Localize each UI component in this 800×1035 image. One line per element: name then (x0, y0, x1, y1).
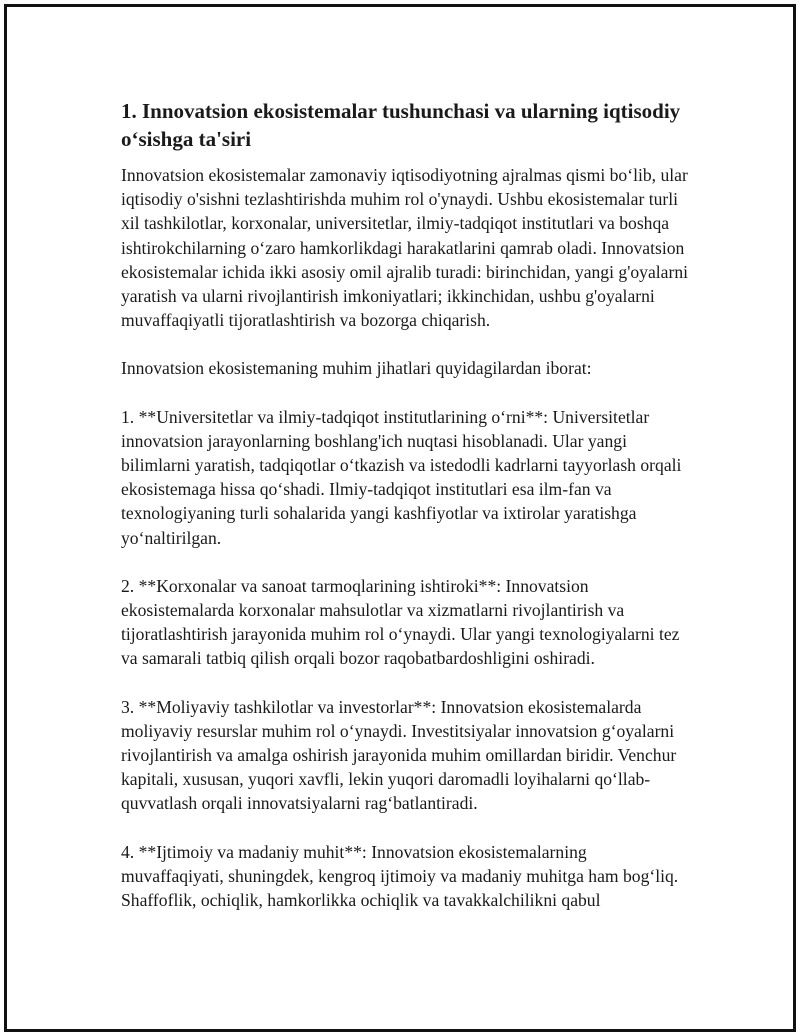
document-body (121, 97, 691, 936)
list-item-enterprises: 2. **Korxonalar va sanoat tarmoqlarining ishtiroki**: Innovatsion ekosistemalarda korxonalar mahsulotlar va xizmatlarni rivojlantirish va tijoratlashtirish jarayonida muhim rol o‘ynaydi. Ular yangi texnologiyalarni tez va samarali tatbiq qilish orqali bozor raqobatbardoshligini oshiradi. (121, 575, 680, 669)
list-intro-paragraph: Innovatsion ekosistemaning muhim jihatlari quyidagilardan iborat: (121, 358, 592, 379)
intro-paragraph: Innovatsion ekosistemalar zamonaviy iqtisodiyotning ajralmas qismi bo‘lib, ular iqtisodiy o'sishni tezlashtirishda muhim rol o'ynaydi. Ushbu ekosistemalar turli xil tashkilotlar, korxonalar, universitetlar, ilmiy-tadqiqot institutlari va boshqa ishtirokchilarning o‘zaro hamkorlikdagi harakatlarini qamrab oladi. Innovatsion ekosistemalar ichida ikki asosiy omil ajralib turadi: birinchidan, yangi g'oyalarni yaratish va ularni rivojlantirish imkoniyatlari; ikkinchidan, ushbu g'oyalarni muvaffaqiyatli tijoratlashtirish va bozorga chiqarish. (121, 165, 689, 331)
list-item-universities: 1. **Universitetlar va ilmiy-tadqiqot institutlarining o‘rni**: Universitetlar innovatsion jarayonlarning boshlang'ich nuqtasi hisoblanadi. Ular yangi bilimlarni yaratish, tadqiqotlar o‘tkazish va istedodli kadrlarni tayyorlash orqali ekosistemaga hissa qo‘shadi. Ilmiy-tadqiqot institutlari esa ilm-fan va texnologiyaning turli sohalarida yangi kashfiyotlar va ixtirolar yaratishga yo‘naltirilgan. (121, 406, 682, 548)
list-item-social: 4. **Ijtimoiy va madaniy muhit**: Innovatsion ekosistemalarning muvaffaqiyati, shuningdek, kengroq ijtimoiy va madaniy muhitga ham bog‘liq. Shaffoflik, ochiqlik, hamkorlikka ochiqlik va tavakkalchilikni qabul (121, 841, 679, 911)
list-item-financial: 3. **Moliyaviy tashkilotlar va investorlar**: Innovatsion ekosistemalarda moliyaviy resurslar muhim rol o‘ynaydi. Investitsiyalar innovatsion g‘oyalarni rivojlantirish va amalga oshirish jarayonida muhim omillardan biridir. Venchur kapitali, xususan, yuqori xavfli, lekin yuqori daromadli loyihalarni qo‘llab-quvvatlash orqali innovatsiyalarni rag‘batlantiradi. (121, 696, 677, 814)
document-page (4, 4, 796, 1032)
section-heading: 1. Innovatsion ekosistemalar tushunchasi va ularning iqtisodiy o‘sishga ta'siri (121, 99, 681, 151)
